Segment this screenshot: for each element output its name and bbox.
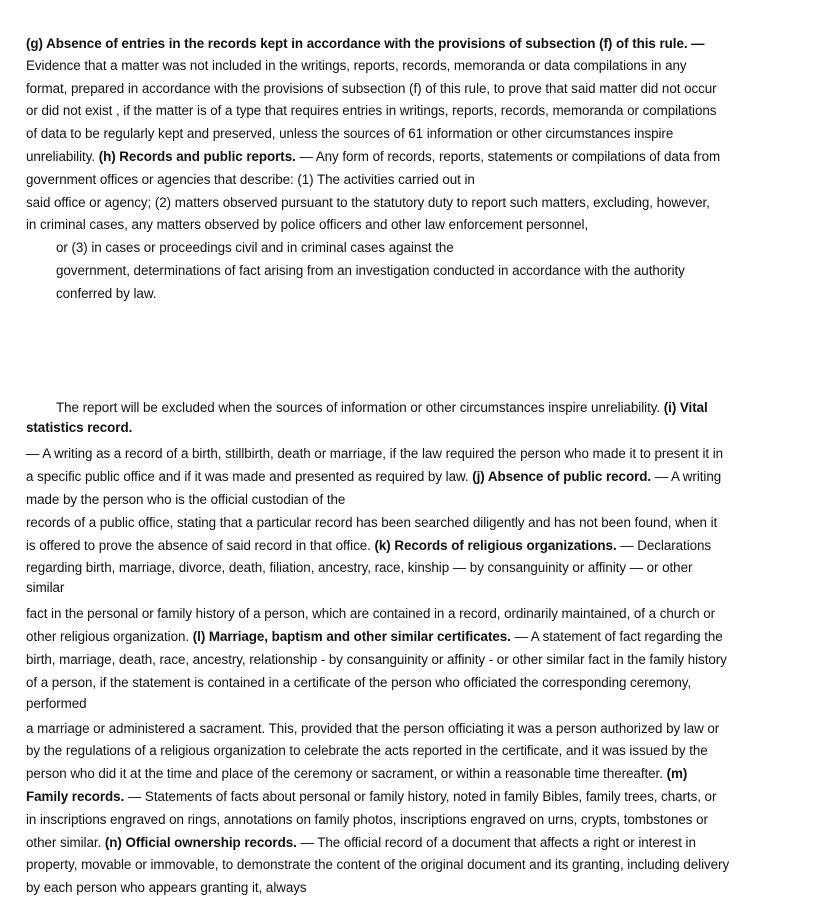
text-line: unreliability. (h) Records and public reports. — Any form of records, reports, statements or compilations of data from [26, 149, 721, 164]
text-line: Family records. — Statements of facts about personal or family history, noted in family Bibles, family trees, charts, or [26, 789, 717, 804]
text-line: similar [26, 580, 65, 595]
text-line: of a person, if the statement is contained in a certificate of the person who officiated the corresponding ceremony, [26, 675, 692, 690]
text-line: format, prepared in accordance with the provisions of subsection (f) of this rule, to prove that said matter did not occur [26, 81, 717, 96]
text-line: government offices or agencies that describe: (1) The activities carried out in [26, 172, 475, 187]
text-line: property, movable or immovable, to demonstrate the content of the original document and its granting, including delivery [26, 857, 730, 872]
text-line: is offered to prove the absence of said record in that office. (k) Records of religious organizations. — Declarations [26, 538, 712, 553]
text-line: government, determinations of fact arising from an investigation conducted in accordance with the authority [56, 263, 685, 278]
text-line: or did not exist , if the matter is of a type that requires entries in writings, reports, records, memoranda or compilations [26, 103, 717, 118]
text-line: of data to be regularly kept and preserved, unless the sources of 61 information or other circumstances inspire [26, 126, 674, 141]
text-line: — A writing as a record of a birth, stillbirth, death or marriage, if the law required the person who made it to present it in [26, 446, 724, 461]
text-line: a marriage or administered a sacrament. This, provided that the person officiating it was a person authorized by law or [26, 721, 720, 736]
text-line: a specific public office and if it was made and presented as required by law. (j) Absence of public record. — A writing [26, 469, 722, 484]
text-line: fact in the personal or family history of a person, which are contained in a record, ordinarily maintained, of a church or [26, 606, 716, 621]
text-line: in criminal cases, any matters observed by police officers and other law enforcement personnel, [26, 217, 589, 232]
text-line: other similar. (n) Official ownership records. — The official record of a document that affects a right or interest in [26, 835, 696, 850]
text-line: regarding birth, marriage, divorce, death, filiation, ancestry, race, kinship — by consanguinity or affinity — or other [26, 560, 693, 575]
text-line: The report will be excluded when the sources of information or other circumstances inspire unreliability. (i) Vital [56, 400, 708, 415]
text-line: records of a public office, stating that a particular record has been searched diligently and has not been found, when it [26, 515, 718, 530]
text-line: or (3) in cases or proceedings civil and in criminal cases against the [56, 240, 454, 255]
text-line: Evidence that a matter was not included in the writings, reports, records, memoranda or data compilations in any [26, 58, 687, 73]
text-line: by each person who appears granting it, always [26, 880, 307, 895]
text-line: statistics record. [26, 420, 133, 435]
text-line: in inscriptions engraved on rings, annotations on family photos, inscriptions engraved on urns, crypts, tombstones or [26, 812, 708, 827]
text-line: other religious organization. (l) Marriage, baptism and other similar certificates. — A statement of fact regarding the [26, 629, 723, 644]
text-line: person who did it at the time and place of the ceremony or sacrament, or within a reasonable time thereafter. (m) [26, 766, 688, 781]
text-line: performed [26, 696, 87, 711]
text-line: birth, marriage, death, race, ancestry, relationship - by consanguinity or affinity - or other similar fact in the family history [26, 652, 727, 667]
text-line: (g) Absence of entries in the records kept in accordance with the provisions of subsection (f) of this rule. — [26, 36, 705, 51]
text-line: by the regulations of a religious organization to celebrate the acts reported in the certificate, and it was issued by the [26, 743, 708, 758]
text-line: conferred by law. [56, 286, 157, 301]
text-line: said office or agency; (2) matters observed pursuant to the statutory duty to report such matters, excluding, however, [26, 195, 710, 210]
text-line: made by the person who is the official custodian of the [26, 492, 346, 507]
